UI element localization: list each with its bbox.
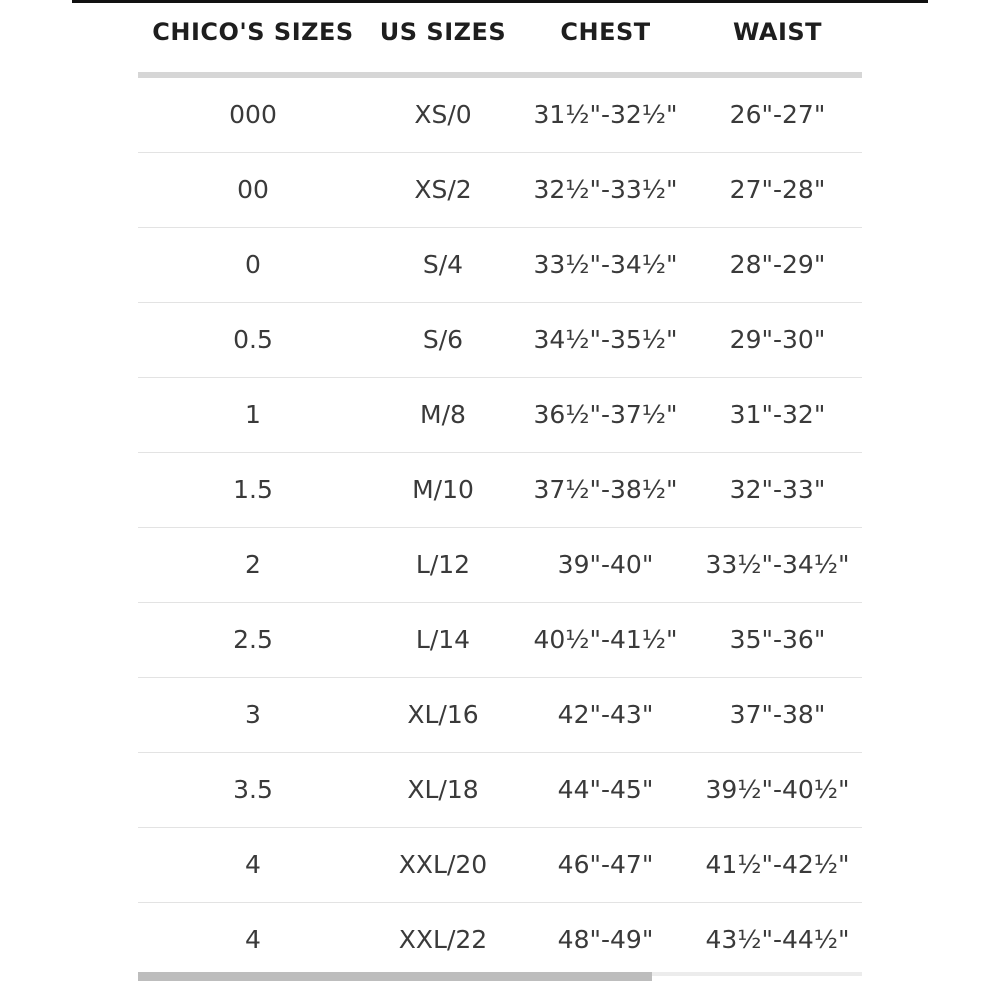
table-row [138, 903, 862, 977]
cell-us-size: S/4 [422, 250, 464, 279]
header-waist: WAIST [732, 18, 823, 46]
table-row [138, 828, 862, 903]
cell-chicos-size: 0 [245, 250, 261, 279]
cell-waist: 28"-29" [729, 250, 826, 279]
cell-waist: 43½"-44½" [705, 925, 850, 954]
header-us-sizes: US SIZES [379, 18, 507, 46]
cell-chest: 44"-45" [557, 775, 654, 804]
header-chicos-sizes: CHICO'S SIZES [152, 18, 354, 46]
cell-chest: 42"-43" [557, 700, 654, 729]
cell-waist: 35"-36" [729, 625, 826, 654]
table-header [138, 0, 862, 72]
table-row [138, 78, 862, 153]
cell-us-size: L/12 [415, 550, 471, 579]
cell-chicos-size: 3 [245, 700, 261, 729]
cell-us-size: XS/2 [414, 175, 472, 204]
cell-chest: 32½"-33½" [533, 175, 678, 204]
table-row [138, 228, 862, 303]
header-chest: CHEST [560, 18, 651, 46]
cell-us-size: S/6 [422, 325, 464, 354]
table-row [138, 603, 862, 678]
cell-waist: 33½"-34½" [705, 550, 850, 579]
size-chart-table [138, 0, 862, 977]
cell-waist: 29"-30" [729, 325, 826, 354]
cell-waist: 26"-27" [729, 100, 826, 129]
cell-chest: 34½"-35½" [533, 325, 678, 354]
table-row [138, 453, 862, 528]
table-row [138, 153, 862, 228]
cell-chest: 39"-40" [557, 550, 654, 579]
table-body [138, 78, 862, 977]
cell-us-size: XS/0 [414, 100, 472, 129]
cell-chest: 46"-47" [557, 850, 654, 879]
cell-chicos-size: 3.5 [233, 775, 273, 804]
cell-us-size: M/8 [420, 400, 466, 429]
cell-waist: 37"-38" [729, 700, 826, 729]
cell-waist: 39½"-40½" [705, 775, 850, 804]
cell-chicos-size: 2 [245, 550, 261, 579]
cell-chicos-size: 00 [237, 175, 269, 204]
cell-chest: 48"-49" [557, 925, 654, 954]
table-row [138, 378, 862, 453]
cell-chicos-size: 2.5 [233, 625, 273, 654]
cell-us-size: M/10 [412, 475, 474, 504]
cell-us-size: L/14 [415, 625, 471, 654]
cell-chicos-size: 4 [245, 850, 261, 879]
cell-us-size: XXL/22 [398, 925, 488, 954]
table-row [138, 303, 862, 378]
cell-chicos-size: 1.5 [233, 475, 273, 504]
cell-chicos-size: 0.5 [233, 325, 273, 354]
cell-chicos-size: 4 [245, 925, 261, 954]
cell-chest: 40½"-41½" [533, 625, 678, 654]
cell-waist: 32"-33" [729, 475, 826, 504]
cell-chest: 37½"-38½" [533, 475, 678, 504]
cell-waist: 31"-32" [729, 400, 826, 429]
horizontal-scrollbar-thumb[interactable] [138, 972, 652, 981]
cell-chest: 31½"-32½" [533, 100, 678, 129]
cell-chest: 33½"-34½" [533, 250, 678, 279]
cell-chicos-size: 1 [245, 400, 261, 429]
cell-us-size: XXL/20 [398, 850, 488, 879]
cell-us-size: XL/16 [407, 700, 479, 729]
cell-chest: 36½"-37½" [533, 400, 678, 429]
cell-us-size: XL/18 [407, 775, 479, 804]
table-row [138, 678, 862, 753]
table-row [138, 753, 862, 828]
cell-waist: 41½"-42½" [705, 850, 850, 879]
table-row [138, 528, 862, 603]
cell-chicos-size: 000 [229, 100, 277, 129]
cell-waist: 27"-28" [729, 175, 826, 204]
